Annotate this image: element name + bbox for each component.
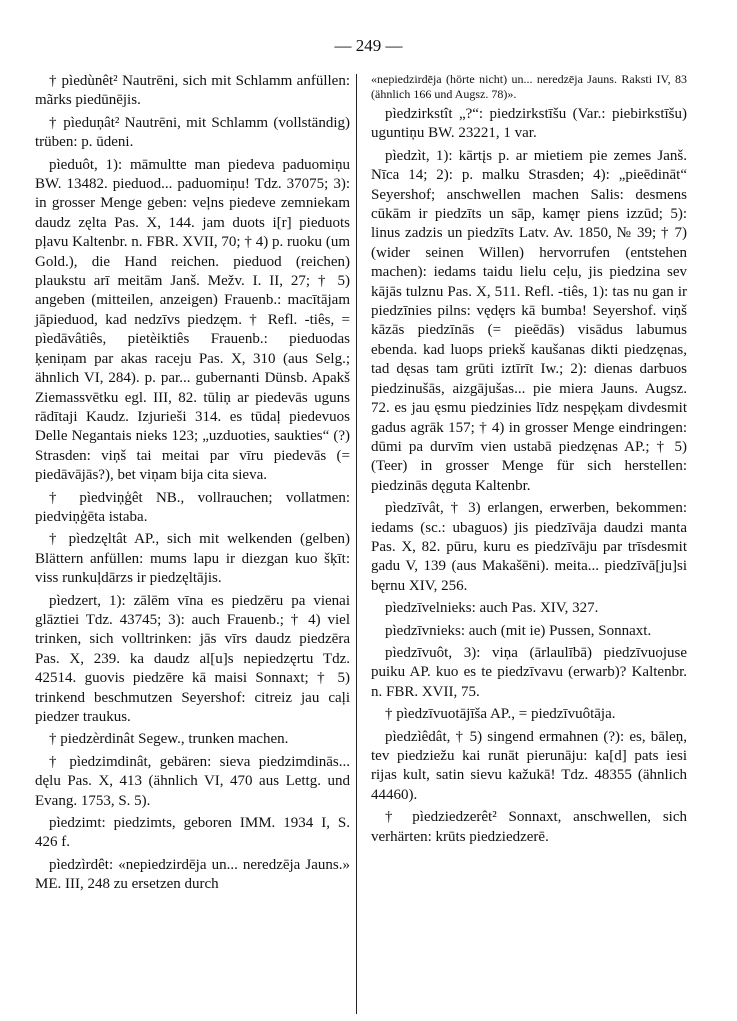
left-column <box>35 72 350 898</box>
entry-piedzivnieks: pìedzīvnieks: auch (mit ie) Pussen, Sonnaxt. <box>385 622 652 639</box>
entry-piedzivelnieks: pìedzīvelnieks: auch Pas. XIV, 327. <box>385 600 599 617</box>
entry-piedunet: † pìedùnêt² Nautrēni, sich mit Schlamm anfüllen: mãrks piedūnējis. <box>35 73 350 109</box>
entry-piedziedzeret: † pìedziedzerêt² Sonnaxt, anschwellen, sich verhärten: krūts piedziedzerē. <box>371 809 687 845</box>
entry-piedziedat: pìedzìêdât, † 5) singend ermahnen (?): es, bāleņ, tev piedziežu kai runāt pierunāju: ka[d] pats iesi rijas kult, satin sievu kažukā! Tdz. 48355 (ähnlich 44460). <box>371 728 687 803</box>
entry-piedvinget: † pìedviņģêt NB., vollrauchen; vollatmen: piedviņģēta istaba. <box>35 489 350 525</box>
entry-piedzimt: pìedzimt: piedzimts, geboren IMM. 1934 I, S. 426 f. <box>35 815 350 851</box>
entry-piedzit: pìedzìt, 1): kārtįs p. ar mietiem pie zemes Janš. Nīca 14; 2): p. malku Strasden; 4): „pieēdināt“ Seyershof; anschwellen machen Salis: desmens cūkām ir piedzīts un sāp, kamęr piens izzūd; 5): linus zadzis un piedzīts Latv. Av. 1850, № 39; † 7) (wider seinen Willen) hervorrufen (entstehen machen): iedams taidu lielu ceļu, jis piedzina sev kājās tulznu Pas. X, 511. Refl. -tiês, 1): tas nu gan ir piedzīnies pilns: vędęrs kā bumba! Seyershof. viņš kāzās piedzīnās (= pieēdās) visādus labumus ebenda. kad luops priekš kaušanas dikti piedzęnas, tad dęsas tam grūti iztīrīt Iw.; 2): dienas darbuos piedzinušās, aizgājušas... pie miera Jauns. Augsz. 72. es jau ęsmu piedzinies līdz nespęķam divdesmit gadus agrāk 157; † 4) in grosser Menge eindringen: dūmi pa durvīm vien ustabā piedzęnas AP.; † 5) (Teer) in grosser Menge für sich herstellen: piedzinās dęguta Kaltenbr. <box>371 147 687 494</box>
entry-piedzeltat: † pìedzęltât AP., sich mit welkenden (gelben) Blättern anfüllen: mums lapu ir diezgan kuo šķīt: viss runkuļdārzs ir piedzęltājis. <box>35 531 350 587</box>
column-divider <box>356 74 357 1014</box>
entry-piedzivuotajisa: † pìedzīvuotājīša AP., = piedzīvuôtāja. <box>385 706 616 723</box>
page-number: — 249 — <box>334 36 403 55</box>
entry-piedzert: pìedzert, 1): zālēm vīna es piedzēru pa vienai glāztiei Tdz. 43745; 3): auch Frauenb.; † 4) viel trinken, sich volltrinken: jās vīrs daudz piedzēra Pas. X, 239. ka daudz al[u]s nepiedzęrtu Tdz. 42514. guovis piedzēre kā maisi Sonnaxt; † 5) trinkend beschmutzen Seyershof: citreiz jau caļi piedzer traukus. <box>35 592 350 725</box>
right-column <box>371 72 687 850</box>
entry-piedzerdinat: † piedzèrdinât Segew., trunken machen. <box>49 731 289 748</box>
entry-pieduot: pìeduôt, 1): māmultte man piedeva paduomiņu BW. 13482. pieduod... paduomiņu! Tdz. 37075; 3): in grosser Menge geben: veļns piedeve zemniekam daudz zęlta Pas. X, 144. jam duots i[r] pieduots pļavu Kaltenbr. n. FBR. XVII, 70; † 4) p. ruoku (um Gold.), die Hand reichen. pieduod (reichen) plaukstu arī meitām Janš. Mežv. I. II, 27; † 5) angeben (mitteilen, anzeigen) Frauenb.: macītājam jāpieduod, kad nedzīvs piedzęm. † Refl. -tiês, = pìedāvâtiês, pietèiktiês Frauenb.: pieduodas ķeniņam par akas raceju Pas. X, 310 (aus Selg.; ähnlich VI, 284). p. par... gubernanti Dünsb. Apakš Ziemassvētku egl. III, 82. tūliņ ar piedevās uguns rādītaji Kaudz. Izjurieši 314. es tūdaļ piedevuos Delle Negantais nieks 123; „uzduoties, saukties“ (?) Strasden: viņš tai meitai par vīru piedevās (= piedāvājās?), bet viņam bija cita sieva. <box>35 156 350 484</box>
entry-piedzirdet: pìedzìrdêt: «nepiedzirdēja un... neredzēja Jauns.» ME. III, 248 zu ersetzen durch <box>35 856 350 893</box>
entry-piedzimdinat: † pìedzimdinât, gebären: sieva piedzimdinās... dęlu Pas. X, 413 (ähnlich VI, 470 aus Lettg. und Evang. 1753, S. 5). <box>35 753 350 809</box>
entry-piedzirkstit: pìedzirkstît „?“: piedzirkstīšu (Var.: piebirkstīšu) uguntiņu BW. 23221, 1 var. <box>371 106 687 142</box>
entry-piedzivuot: pìedzīvuôt, 3): viņa (ārlaulībā) piedzīvuojuse puiku AP. kuo es te piedzīvavu (erwarb)? Kaltenbr. n. FBR. XVII, 75. <box>371 644 687 700</box>
entry-piedzivat: pìedzīvât, † 3) erlangen, erwerben, bekommen: iedams (sc.: ubaguos) jis piedzīvāja daudzi manta Pas. X, 82. pūru, kuru es piedzīvāju par trīsdesmit gadu V, 139 (aus Makašēni). meita... piedzīvā[ju]si bęrnu XIV, 256. <box>371 500 687 594</box>
entry-continuation: «nepiedzirdēja (hörte nicht) un... neredzēja Jauns. Raksti IV, 83 (ähnlich 166 und Augsz. 78)». <box>371 72 687 101</box>
entry-pieduņat: † pìeduņât² Nautrēni, mit Schlamm (vollständig) trüben: p. ūdeni. <box>35 114 350 151</box>
